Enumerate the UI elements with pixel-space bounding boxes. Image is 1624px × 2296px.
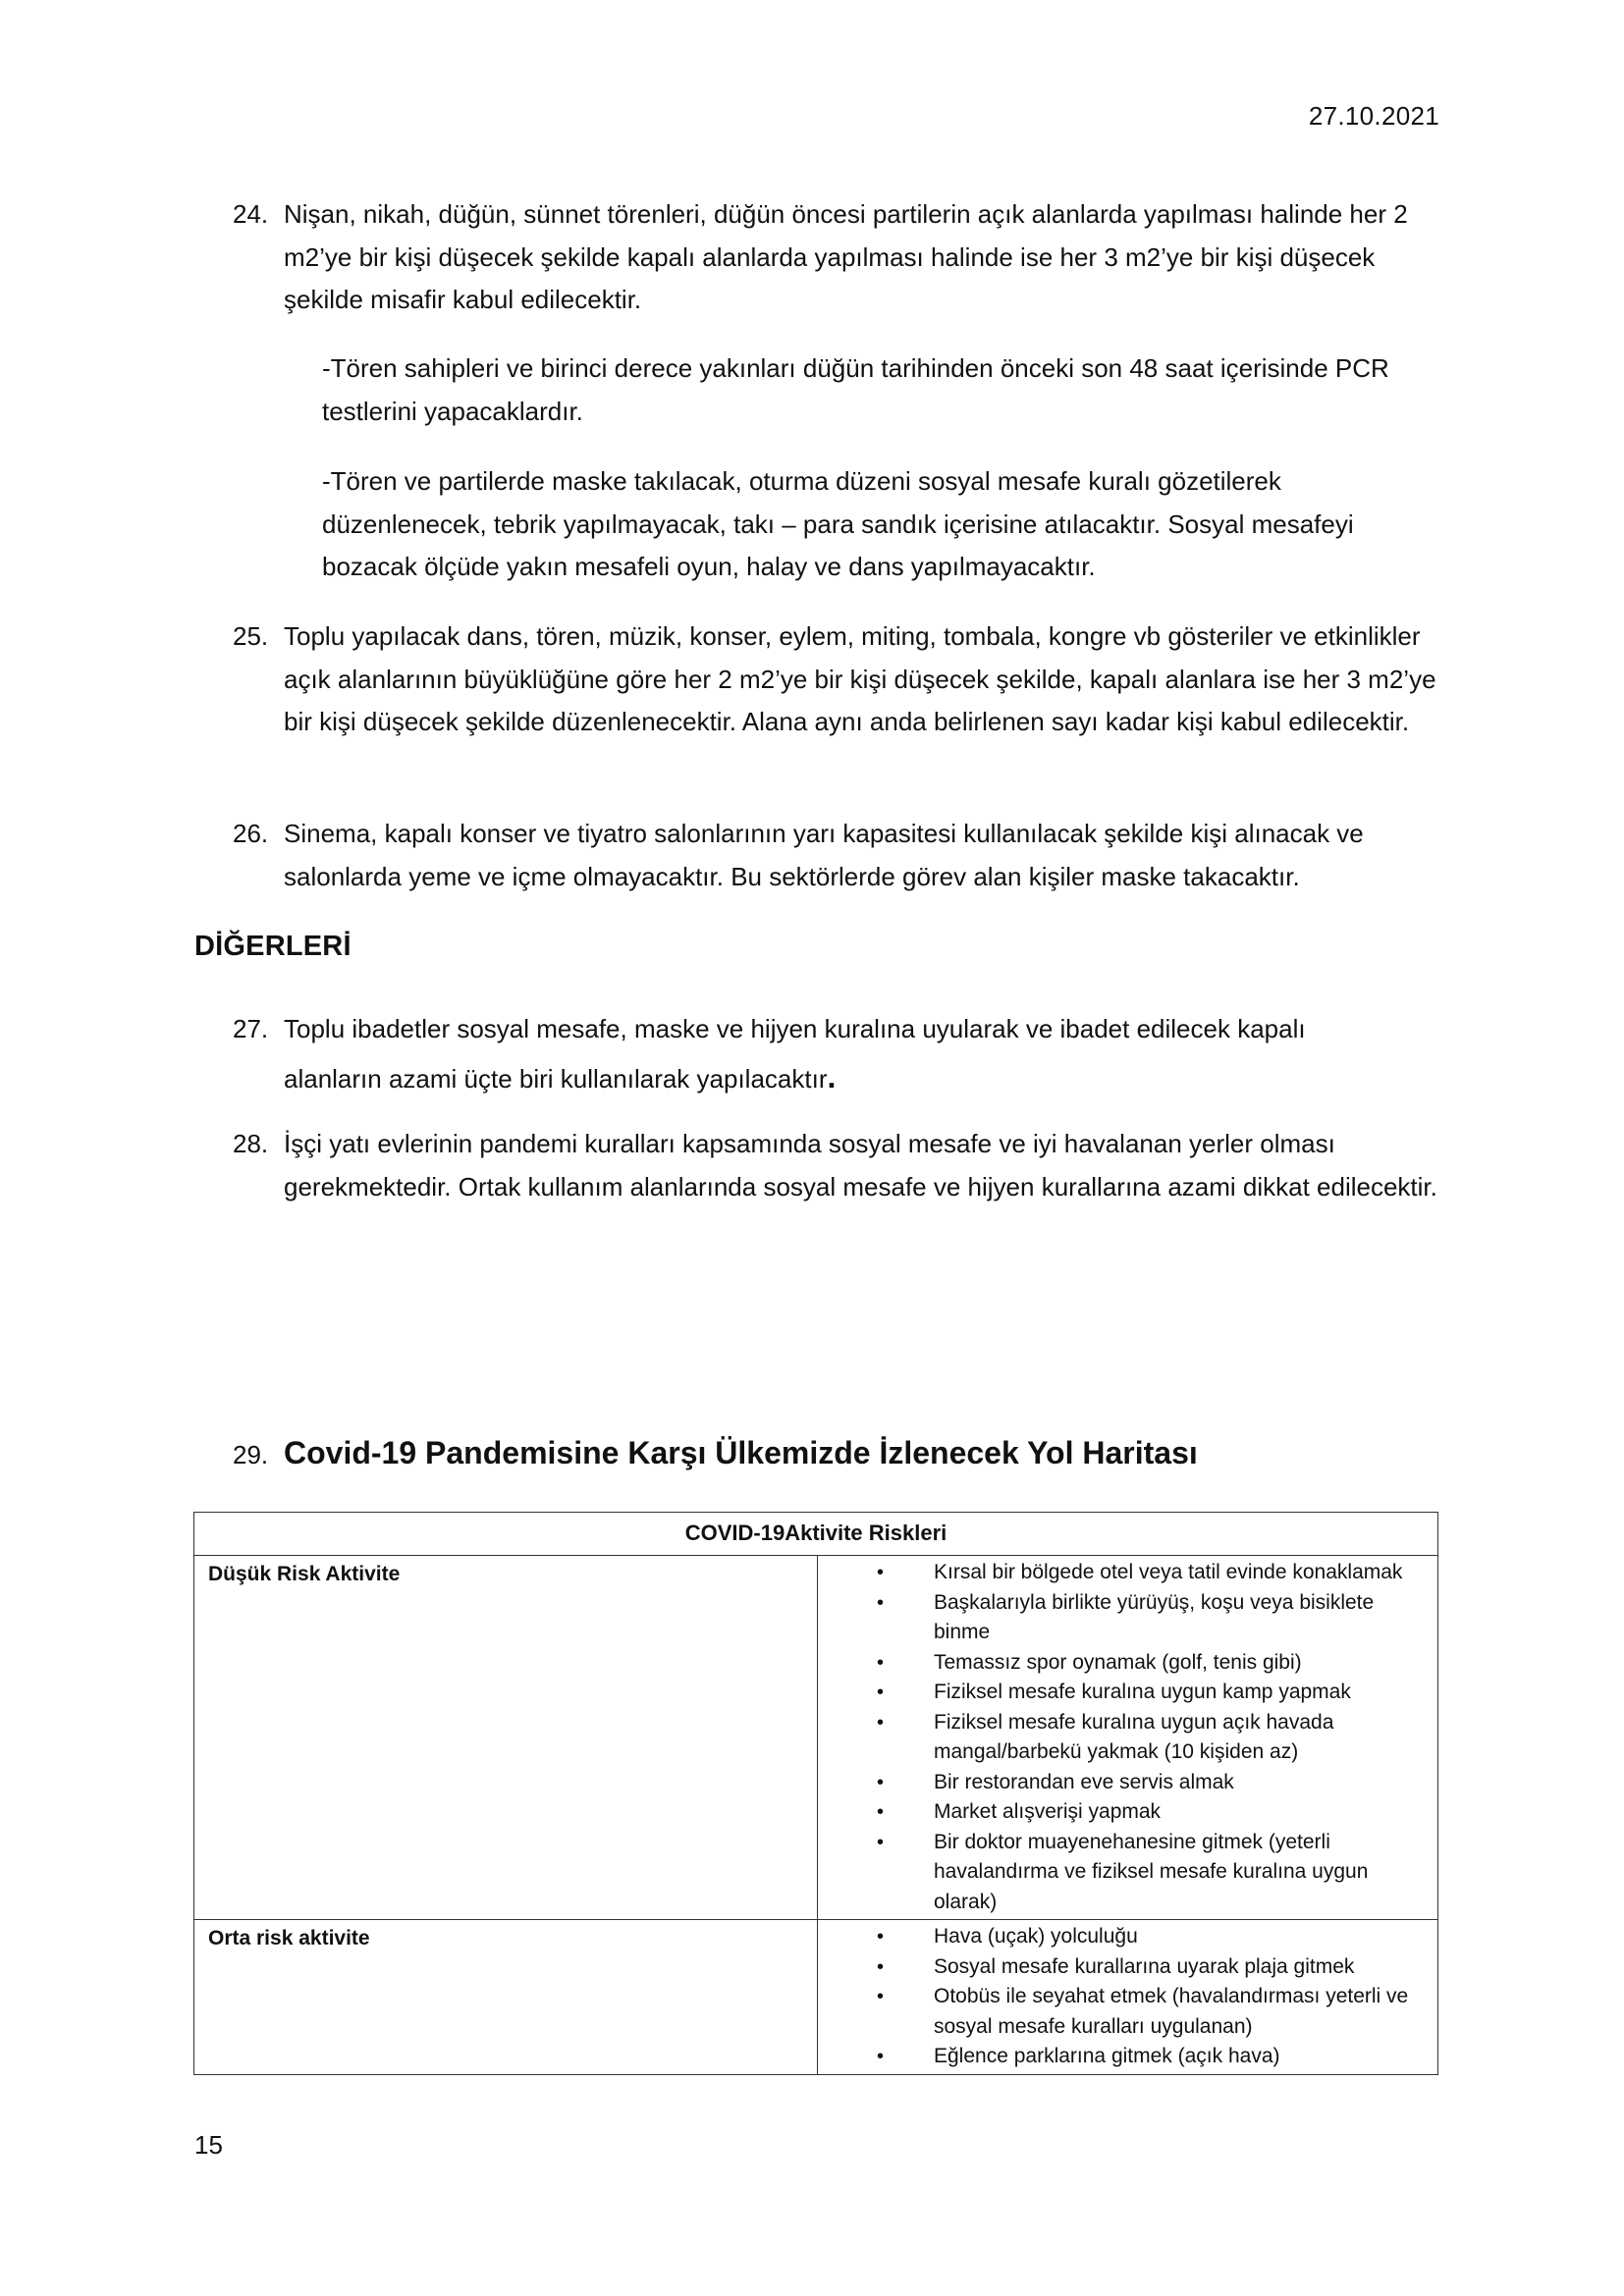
bullet-icon: • <box>877 1986 885 2007</box>
activity-list-cell <box>818 1556 1438 1920</box>
bullet-icon: • <box>877 1771 885 1793</box>
list-item <box>818 1558 1437 1588</box>
list-item <box>818 1797 1437 1828</box>
list-item <box>818 1952 1437 1983</box>
page-number: 15 <box>194 2130 223 2160</box>
bullet-icon: • <box>877 1711 885 1734</box>
activity-list-cell <box>818 1920 1438 2075</box>
bullet-icon: • <box>877 1591 885 1614</box>
bullet-icon: • <box>877 1955 885 1978</box>
bullet-icon: • <box>877 1682 885 1703</box>
table-row <box>194 1556 1438 1920</box>
list-item <box>818 1982 1437 2042</box>
activity-text: Market alışverişi yapmak <box>934 1800 1162 1823</box>
item-24-subpoint-2: -Tören ve partilerde maske takılacak, oturma düzeni sosyal mesafe kuralı gözetilerek düzenlenecek, tebrik yapılmayacak, takı – para sandık içerisine atılacaktır. Sosyal mesafeyi bozacak ölçüde yakın mesafeli oyun, halay ve dans yapılmayacaktır. <box>322 466 1354 581</box>
list-item <box>818 2042 1437 2072</box>
activity-list <box>818 1558 1437 1917</box>
section-heading: DİĞERLERİ <box>194 931 352 962</box>
activity-text: Kırsal bir bölgede otel veya tatil evinde konaklamak <box>934 1561 1403 1583</box>
item-number: 24. <box>233 199 269 229</box>
activity-text: Başkalarıyla birlikte yürüyüş, koşu veya bisiklete binme <box>934 1590 1375 1643</box>
item-text <box>284 1005 1450 1103</box>
activity-text: Temassız spor oynamak (golf, tenis gibi) <box>934 1650 1302 1674</box>
list-item-29 <box>233 1435 1198 1471</box>
activity-text: Otobüs ile seyahat etmek (havalandırması yeterli ve sosyal mesafe kuralları uygulanan) <box>934 1985 1409 2038</box>
activity-text: Hava (uçak) yolculuğu <box>934 1925 1138 1948</box>
list-item-26 <box>233 813 1450 898</box>
list-item <box>818 1648 1437 1679</box>
list-item <box>818 1678 1437 1708</box>
item-text-line-1: Toplu ibadetler sosyal mesafe, maske ve hijyen kuralına uyularak ve ibadet edilecek kapalı <box>284 1014 1306 1043</box>
item-text-line-2: alanların azami üçte biri kullanılarak yapılacaktır <box>284 1064 828 1094</box>
item-number: 27. <box>233 1014 269 1043</box>
document-date: 27.10.2021 <box>1308 101 1439 131</box>
item-number: 26. <box>233 819 269 848</box>
activity-text: Fiziksel mesafe kuralına uygun açık havada mangal/barbekü yakmak (10 kişiden az) <box>934 1710 1334 1763</box>
activity-text: Eğlence parklarına gitmek (açık hava) <box>934 2045 1280 2067</box>
item-number: 28. <box>233 1129 269 1158</box>
activity-list <box>818 1922 1437 2072</box>
item-text: Toplu yapılacak dans, tören, müzik, konser, eylem, miting, tombala, kongre vb gösteriler ve etkinlikler açık alanlarının büyüklüğüne göre her 2 m2’ye bir kişi düşecek şekilde, kapalı alanlara ise her 3 m2’ye bir kişi düşecek şekilde düzenlenecektir. Alana aynı anda belirlenen sayı kadar kişi kabul edilecektir. <box>284 621 1436 736</box>
table-row <box>194 1920 1438 2075</box>
activity-risk-table <box>193 1512 1438 2075</box>
item-number: 29. <box>233 1440 269 1469</box>
risk-category-low: Düşük Risk Aktivite <box>194 1556 818 1920</box>
list-item <box>818 1922 1437 1952</box>
item-text: İşçi yatı evlerinin pandemi kuralları kapsamında sosyal mesafe ve iyi havalanan yerler olması gerekmektedir. Ortak kullanım alanlarında sosyal mesafe ve hijyen kurallarına azami dikkat edilecektir. <box>284 1129 1437 1201</box>
list-item <box>818 1708 1437 1768</box>
bullet-icon: • <box>877 1651 885 1674</box>
bullet-icon: • <box>877 2046 885 2067</box>
list-item <box>818 1768 1437 1798</box>
item-number: 25. <box>233 621 269 651</box>
list-item-28 <box>233 1123 1450 1208</box>
item-24-subpoint-1: -Tören sahipleri ve birinci derece yakınları düğün tarihinden önceki son 48 saat içerisinde PCR testlerini yapacaklardır. <box>322 353 1389 426</box>
activity-text: Bir restorandan eve servis almak <box>934 1770 1234 1793</box>
risk-category-medium: Orta risk aktivite <box>194 1920 818 2075</box>
list-item <box>818 1828 1437 1918</box>
item-text: Nişan, nikah, düğün, sünnet törenleri, düğün öncesi partilerin açık alanlarda yapılması halinde her 2 m2’ye bir kişi düşecek şekilde kapalı alanlarda yapılması halinde ise her 3 m2’ye bir kişi düşecek şekilde misafir kabul edilecektir. <box>284 199 1408 314</box>
table-header-row <box>194 1513 1438 1556</box>
item-text-end: . <box>827 1059 837 1095</box>
bullet-icon: • <box>877 1926 885 1948</box>
list-item <box>818 1588 1437 1648</box>
section-title: Covid-19 Pandemisine Karşı Ülkemizde İzlenecek Yol Haritası <box>284 1435 1198 1470</box>
list-item-25 <box>233 615 1450 744</box>
bullet-icon: • <box>877 1831 885 1853</box>
list-item-27 <box>233 1005 1450 1103</box>
item-text: Sinema, kapalı konser ve tiyatro salonlarının yarı kapasitesi kullanılacak şekilde kişi alınacak ve salonlarda yeme ve içme olmayacaktır. Bu sektörlerde görev alan kişiler maske takacaktır. <box>284 819 1364 891</box>
table-header: COVID-19Aktivite Riskleri <box>194 1513 1438 1556</box>
activity-text: Bir doktor muayenehanesine gitmek (yeterli havalandırma ve fiziksel mesafe kuralına uygun olarak) <box>934 1830 1369 1913</box>
bullet-icon: • <box>877 1562 885 1583</box>
activity-text: Sosyal mesafe kurallarına uyarak plaja gitmek <box>934 1954 1355 1978</box>
bullet-icon: • <box>877 1801 885 1823</box>
list-item-24 <box>233 193 1450 322</box>
activity-text: Fiziksel mesafe kuralına uygun kamp yapmak <box>934 1681 1351 1703</box>
